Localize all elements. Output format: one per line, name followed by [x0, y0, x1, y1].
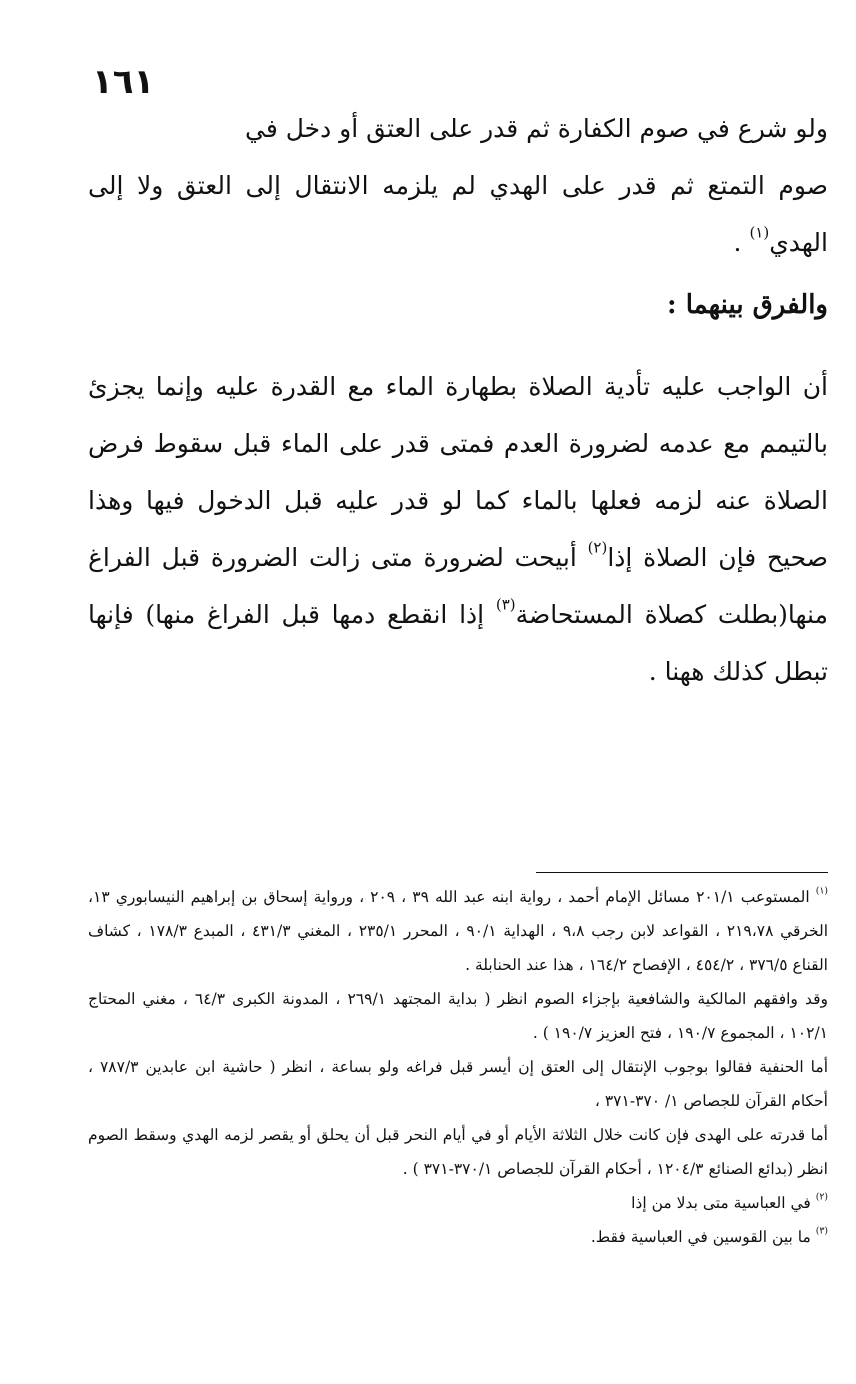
footnote-1-continuation-a-text: وقد وافقهم المالكية والشافعية بإجزاء الصوم انظر ( بداية المجتهد ٢٦٩/١ ، المدونة الكبرى ٦٤/٣ ، مغني المحتاج ١٠٢/١ ، المجموع ١٩٠/٧ ، فتح العزيز ١٩٠/٧ ) .	[88, 990, 828, 1042]
footnote-1-continuation-b-text: أما الحنفية فقالوا بوجوب الإنتقال إلى العتق إن أيسر قبل فراغه ولو بساعة ، انظر ( حاشية ابن عابدين ٧٨٧/٣ ، أحكام القرآن للجصاص ١/ ٣٧٠-٣٧١ ،	[88, 1058, 828, 1110]
footnote-2	[88, 1186, 828, 1220]
footnote-divider	[536, 872, 828, 873]
paragraph-1-line-2: صوم التمتع ثم قدر على الهدي لم يلزمه الانتقال إلى العتق ولا إلى الهدي	[88, 171, 828, 257]
footnote-1	[88, 880, 828, 982]
footnote-1-text: المستوعب ٢٠١/١ مسائل الإمام أحمد ، رواية ابنه عبد الله ٣٩ ، ٢٠٩ ، ورواية إسحاق بن إبراهيم النيسابوري ١٣، الخرقي ٢١٩،٧٨ ، القواعد لابن رجب ٩،٨ ، الهداية ٩٠/١ ، المحرر ٢٣٥/١ ، المغني ٤٣١/٣ ، المبدع ١٧٨/٣ ، كشاف القناع ٣٧٦/٥ ، ٤٥٤/٢ ، الإفصاح ١٦٤/٢ ، هذا عند الحنابلة .	[88, 888, 829, 974]
footnote-3-text: ما بين القوسين في العباسية فقط.	[590, 1228, 811, 1246]
paragraph-2-text-c: إذا انقطع دمها قبل الفراغ منها) فإنها تبطل كذلك ههنا .	[88, 600, 828, 686]
footnote-ref-1[interactable]: (١)	[749, 223, 770, 242]
paragraph-2	[88, 358, 828, 700]
footnote-ref-2[interactable]: (٢)	[587, 538, 608, 557]
section-heading: والفرق بينهما :	[667, 290, 828, 320]
main-text	[88, 100, 828, 700]
footnote-marker-2: (٢)	[815, 1191, 828, 1203]
footnote-3	[88, 1220, 828, 1254]
paragraph-1-line-1: ولو شرع في صوم الكفارة ثم قدر على العتق أو دخل في	[244, 114, 828, 143]
paragraph-1-end: .	[733, 228, 750, 257]
footnote-1-continuation-c-text: أما قدرته على الهدى فإن كانت خلال الثلاثة الأيام أو في أيام النحر قبل أن يحلق أو يقصر لزمه الهدي وسقط الصوم انظر (بدائع الصنائع ١٢٠٤/٣ ، أحكام القرآن للجصاص ٣٧٠/١-٣٧١ ) .	[88, 1126, 828, 1178]
footnote-2-text: في العباسية متى بدلا من إذا	[631, 1194, 811, 1212]
footnote-marker-3: (٣)	[815, 1225, 828, 1237]
paragraph-2-text-b: أبيحت لضرورة متى زالت الضرورة قبل الفراغ منها(بطلت كصلاة المستحاضة	[88, 543, 828, 629]
footnote-1-continuation-a	[88, 982, 828, 1050]
footnote-marker-1: (١)	[815, 885, 829, 897]
paragraph-1	[88, 100, 828, 271]
footnote-1-continuation-c	[88, 1118, 828, 1186]
footnote-1-continuation-b	[88, 1050, 828, 1118]
paragraph-2-text-a: أن الواجب عليه تأدية الصلاة بطهارة الماء مع القدرة عليه وإنما يجزئ بالتيمم مع عدمه لضرورة العدم فمتى قدر على الماء قبل سقوط فرض الصلاة عنه لزمه فعلها بالماء كما لو قدر عليه قبل الدخول فيها وهذا صحيح فإن الصلاة إذا	[88, 372, 828, 572]
page-number: ١٦١	[92, 62, 155, 102]
footnote-ref-3[interactable]: (٣)	[495, 595, 516, 614]
footnotes	[88, 880, 828, 1254]
